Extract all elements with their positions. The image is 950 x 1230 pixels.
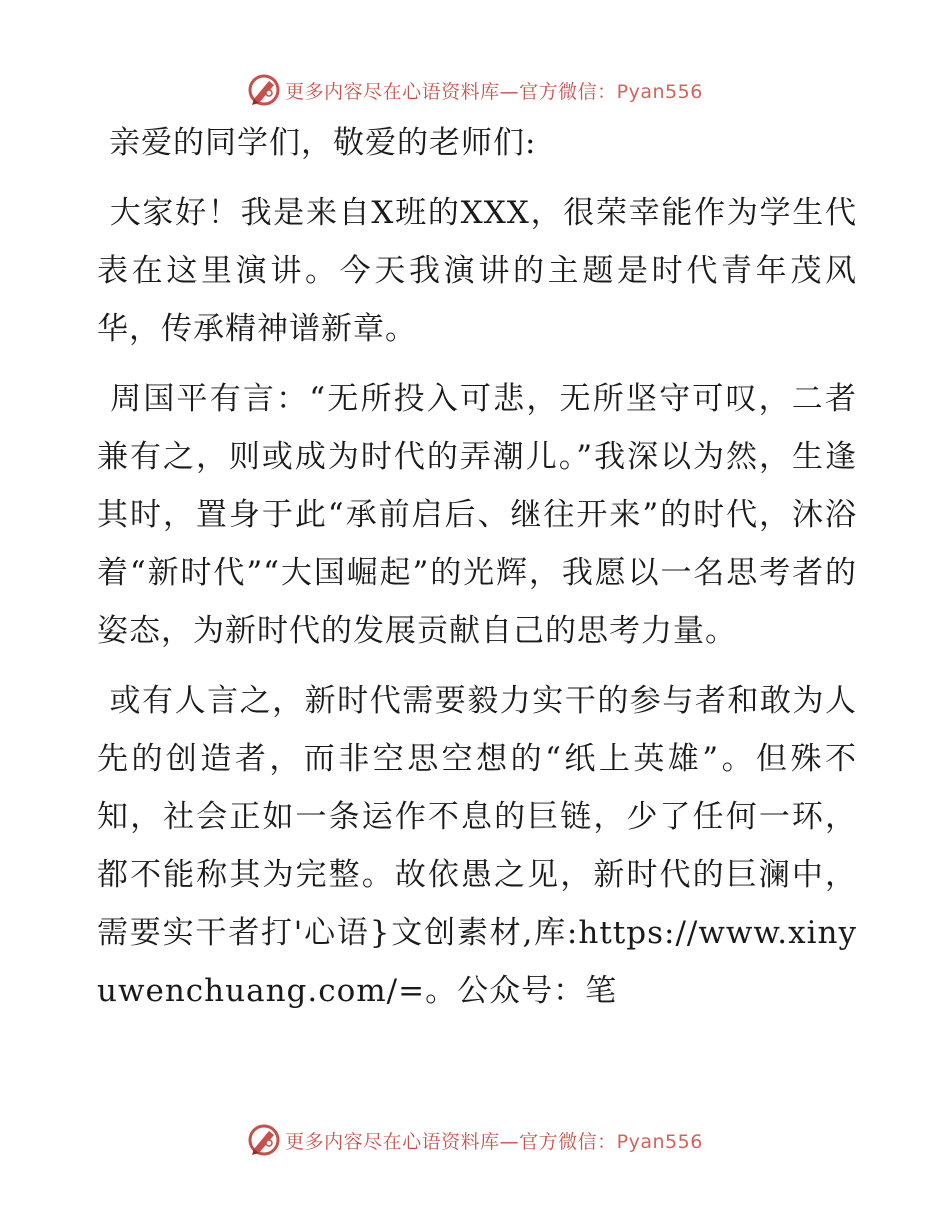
document-body [97,114,857,1020]
paragraph-3 [97,672,857,1020]
header-text [285,77,703,104]
greeting: 亲爱的同学们，敬爱的老师们: [109,125,537,161]
paragraph-3-text: 或有人言之，新时代需要毅力实干的参与者和敢为人先的创造者，而非空思空想的“纸上英雄”。但殊不知，社会正如一条运作不息的巨链，少了任何一环，都不能称其为完整。故依愚之见，新时代的巨澜中，需要实干者打'心语}文创素材,库:https://www.xinyuwenchuang.com/=。公众号：笔 [97,683,857,1009]
header-label: 更多内容尽在心语资料库—官方微信： [285,80,617,103]
header-banner [0,70,950,110]
footer-wechat-id: Pyan556 [616,1130,703,1153]
footer-text [285,1127,703,1154]
header-wechat-id: Pyan556 [616,80,703,103]
pen-logo-icon [247,73,281,107]
footer-label: 更多内容尽在心语资料库—官方微信： [285,1130,617,1153]
footer-banner [0,1120,950,1160]
paragraph-1-text: 大家好！我是来自X班的XXX，很荣幸能作为学生代表在这里演讲。今天我演讲的主题是时代青年茂风华，传承精神谱新章。 [97,195,857,347]
pen-logo-icon [247,1123,281,1157]
paragraph-1 [97,184,857,358]
paragraph-2 [97,370,857,660]
paragraph-2-text: 周国平有言：“无所投入可悲，无所坚守可叹，二者兼有之，则或成为时代的弄潮儿。”我深以为然，生逢其时，置身于此“承前启后、继往开来”的时代，沐浴着“新时代”“大国崛起”的光辉，我愿以一名思考者的姿态，为新时代的发展贡献自己的思考力量。 [97,381,857,649]
